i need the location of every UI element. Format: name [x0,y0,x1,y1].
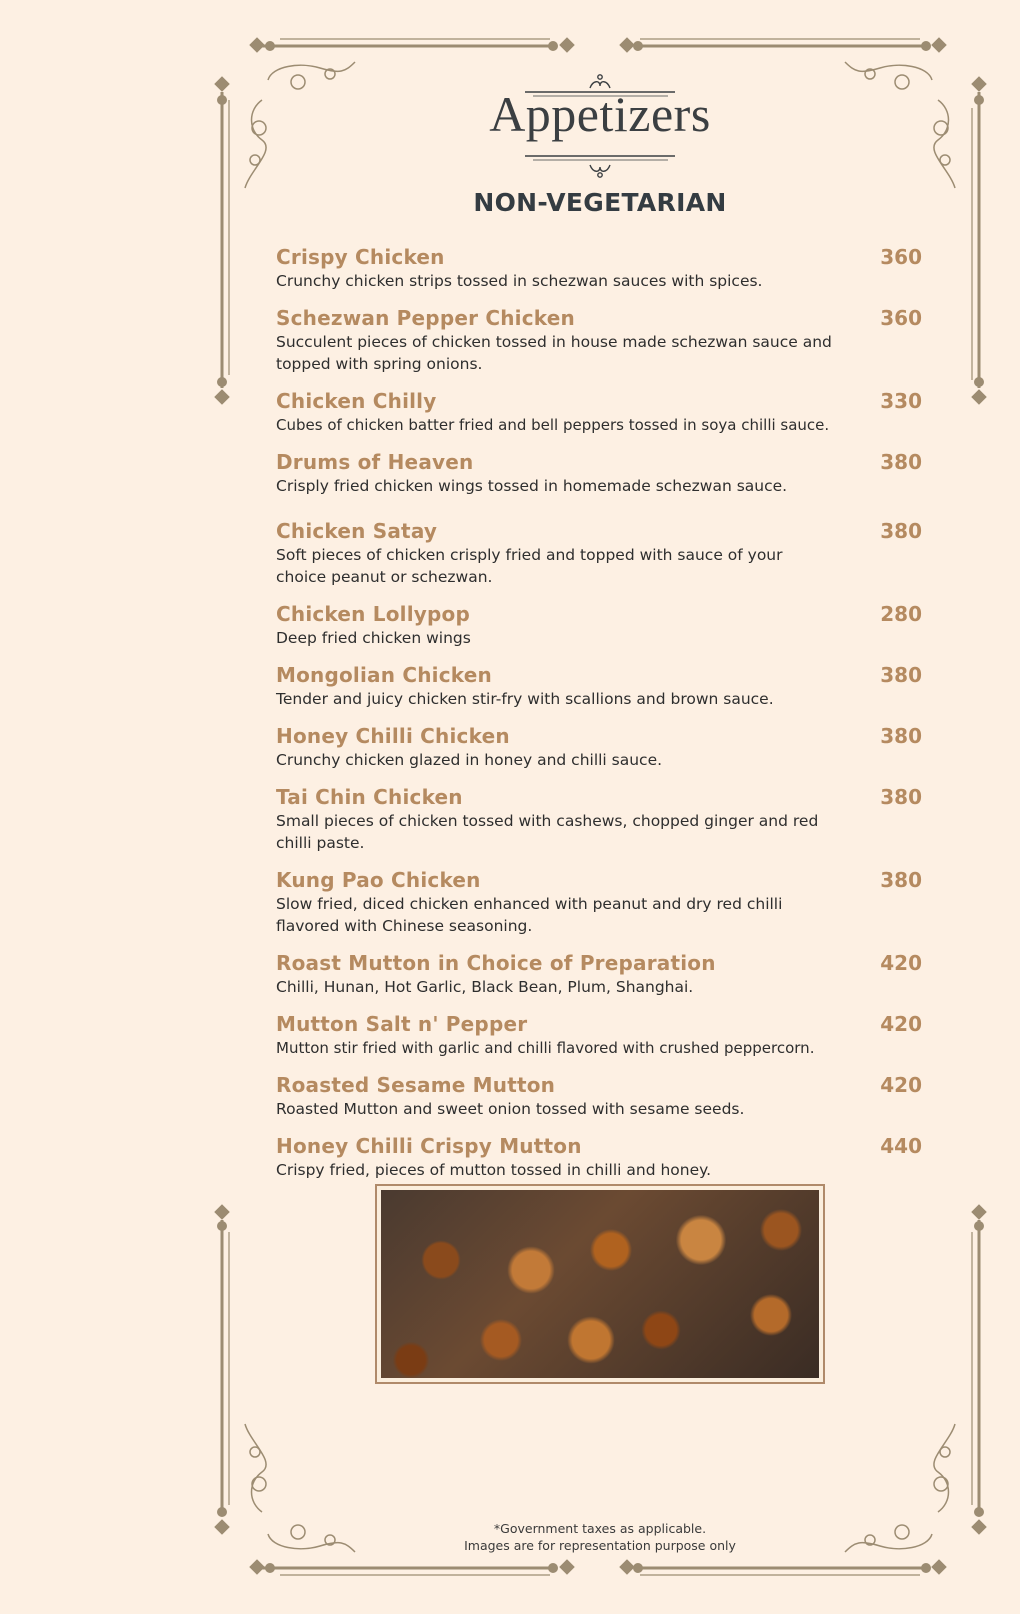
item-price: 380 [880,450,922,474]
menu-list [276,244,922,1181]
menu-item [276,662,922,710]
item-price: 380 [880,663,922,687]
item-name: Roast Mutton in Choice of Preparation [276,951,716,975]
item-description: Crispy fried, pieces of mutton tossed in chilli and honey. [276,1161,712,1179]
item-name: Honey Chilli Crispy Mutton [276,1134,582,1158]
item-price: 360 [880,306,922,330]
item-description: Deep fried chicken wings [276,629,471,647]
menu-item [276,518,922,588]
item-price: 440 [880,1134,922,1158]
menu-item [276,723,922,771]
item-price: 380 [880,868,922,892]
item-description: Small pieces of chicken tossed with cashews, chopped ginger and red chilli paste. [276,812,819,852]
item-description: Soft pieces of chicken crisply fried and topped with sauce of your choice peanut or schezwan. [276,546,783,586]
tax-note: *Government taxes as applicable. [493,1521,707,1536]
item-price: 380 [880,785,922,809]
item-name: Drums of Heaven [276,450,474,474]
title-block [460,70,740,142]
menu-item [276,601,922,649]
item-description: Crunchy chicken glazed in honey and chilli sauce. [276,751,663,769]
item-price: 380 [880,724,922,748]
item-name: Crispy Chicken [276,245,445,269]
item-name: Chicken Satay [276,519,438,543]
menu-item [276,784,922,854]
item-name: Kung Pao Chicken [276,868,481,892]
menu-item [276,449,922,497]
page-title: Appetizers [489,86,711,142]
item-name: Mongolian Chicken [276,663,492,687]
item-description: Cubes of chicken batter fried and bell peppers tossed in soya chilli sauce. [276,416,830,434]
item-description: Chilli, Hunan, Hot Garlic, Black Bean, Plum, Shanghai. [276,978,694,996]
item-price: 420 [880,1012,922,1036]
item-price: 420 [880,951,922,975]
section-heading: NON-VEGETARIAN [473,188,727,217]
food-photo-frame [375,1184,825,1384]
item-description: Succulent pieces of chicken tossed in house made schezwan sauce and topped with spring onions. [276,333,832,373]
item-description: Mutton stir fried with garlic and chilli flavored with crushed peppercorn. [276,1039,815,1057]
menu-item [276,388,922,436]
image-disclaimer: Images are for representation purpose only [464,1538,736,1553]
item-name: Roasted Sesame Mutton [276,1073,556,1097]
item-name: Honey Chilli Chicken [276,724,510,748]
item-name: Mutton Salt n' Pepper [276,1012,528,1036]
item-description: Crisply fried chicken wings tossed in homemade schezwan sauce. [276,477,788,495]
item-description: Roasted Mutton and sweet onion tossed with sesame seeds. [276,1100,745,1118]
item-name: Chicken Chilly [276,389,437,413]
item-price: 380 [880,519,922,543]
item-description: Crunchy chicken strips tossed in schezwan sauces with spices. [276,272,763,290]
item-description: Tender and juicy chicken stir-fry with scallions and brown sauce. [276,690,774,708]
food-photo [381,1190,819,1378]
item-name: Chicken Lollypop [276,602,470,626]
menu-item [276,305,922,375]
footer-note [400,1520,800,1554]
item-price: 330 [880,389,922,413]
item-price: 420 [880,1073,922,1097]
item-price: 360 [880,245,922,269]
menu-item [276,867,922,937]
item-description: Slow fried, diced chicken enhanced with peanut and dry red chilli flavored with Chinese seasoning. [276,895,783,935]
menu-item [276,950,922,998]
item-name: Schezwan Pepper Chicken [276,306,575,330]
menu-item [276,1072,922,1120]
item-name: Tai Chin Chicken [276,785,463,809]
menu-item [276,1011,922,1059]
item-price: 280 [880,602,922,626]
menu-item [276,244,922,292]
menu-item [276,1133,922,1181]
